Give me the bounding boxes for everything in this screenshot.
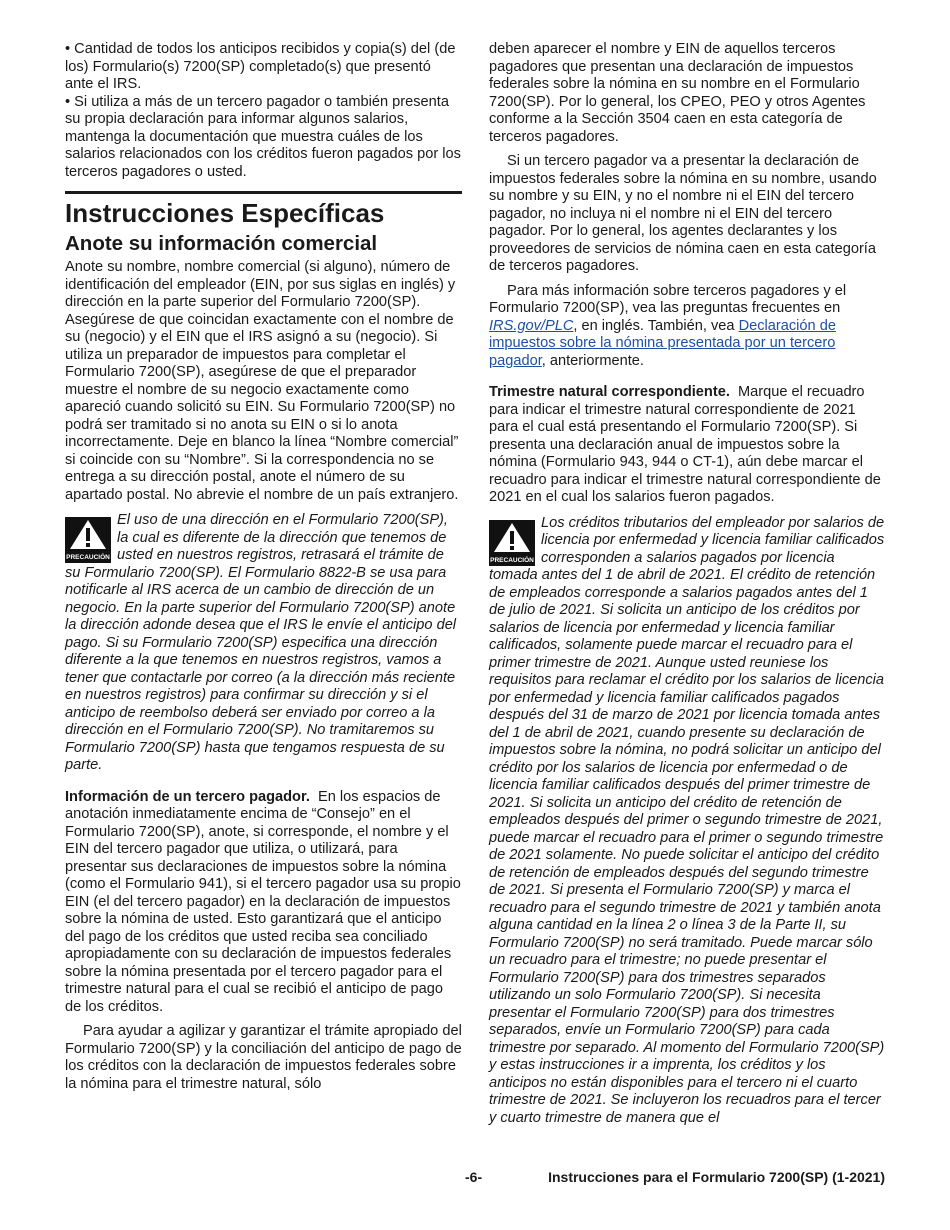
more-info-text-c: , anteriormente. <box>541 352 644 369</box>
caution-label: PRECAUCIÓN <box>66 554 110 561</box>
irs-plc-link[interactable]: IRS.gov/PLC <box>489 317 574 334</box>
caution-label: PRECAUCIÓN <box>490 556 534 564</box>
bullet-documentation: • Si utiliza a más de un tercero pagador o también presenta su propia declaración para informar algunos salarios, mantenga la documentación que muestra cuáles de los salarios relacionados con los créditos fueron pagados por los terceros pagadores o usted. <box>65 93 461 180</box>
left-column <box>65 41 462 1093</box>
caution-block-credits <box>489 515 886 1128</box>
form-title: Instrucciones para el Formulario 7200(SP) (1-2021) <box>548 1169 885 1185</box>
continued-paragraph: deben aparecer el nombre y EIN de aquellos terceros pagadores que presentan una declaración de impuestos federales sobre la nómina en su nombre en el Formulario 7200(SP). Por lo general, los CPEO, PEO y otros Agentes conforme a la Sección 3504 caen en esta categoría de terceros pagadores. <box>489 41 866 145</box>
caution-address-text: El uso de una dirección en el Formulario 7200(SP), la cual es diferente de la dirección que tenemos de usted en nuestros registros, retrasará el trámite de su Formulario 7200(SP). El Formulario 8822-B se usa para notificarle al IRS acerca de un cambio de dirección de un negocio. En la parte superior del Formulario 7200(SP) anote la dirección adonde desea que el IRS le envíe el anticipo del pago. Si su Formulario 7200(SP) especifica una dirección diferente a la que tenemos en nuestros registros, vamos a tener que contactarle por correo (a la dirección más reciente en nuestros registros) para confirmar su dirección y si el anticipo de reembolso deberá ser enviado por correo a la dirección en el Formulario 7200(SP). No tramitaremos su Formulario 7200(SP) hasta que tengamos respuesta de su parte. <box>65 512 457 773</box>
more-info-text-a: Para más información sobre terceros pagadores y el Formulario 7200(SP), vea las preguntas frecuentes en <box>489 282 847 316</box>
quarter-title: Trimestre natural correspondiente. <box>489 384 730 400</box>
more-info-paragraph <box>489 283 886 371</box>
help-paragraph: Para ayudar a agilizar y garantizar el trámite apropiado del Formulario 7200(SP) y la conciliación del anticipo de pago de los créditos con la declaración de impuestos federales sobre la nómina para el trimestre natural, sólo <box>65 1023 462 1092</box>
caution-credits-text: Los créditos tributarios del empleador por salarios de licencia por enfermedad y licencia familiar calificados corresponden a salarios pagados por licencia tomada antes del 1 de abril de 2021. El crédito de retención de empleados corresponde a salarios pagados antes del 1 de julio de 2021. Si solicita un anticipo de los créditos por salarios de licencia por enfermedad y licencia familiar calificados, solamente puede marcar el recuadro para el primer trimestre de 2021. Aunque usted reuniese los requisitos para reclamar el crédito por los salarios de licencia por enfermedad y licencia familiar calificados pagados después del 31 de marzo de 2021 por licencia tomada antes del 1 de abril de 2021, cuando presente su declaración de impuestos sobre la nómina, no podrá solicitar un anticipo del crédito por los salarios de licencia por enfermedad o de licencia familiar calificados después del primer trimestre de 2021. Si solicita un anticipo del crédito de retención de empleados después del primer o segundo trimestre de 2021, puede marcar el recuadro para el primer o segundo trimestre de 2021 solamente. No puede solicitar el anticipo del crédito de retención de empleados después del segundo trimestre de 2021. Si presenta el Formulario 7200(SP) y marca el recuadro para el segundo trimestre de 2021 y también anota alguna cantidad en la línea 2 o línea 3 de la Parte II, su Formulario 7200(SP) no será tramitado. Puede marcar sólo un recuadro para el trimestre; no puede presentar el Formulario 7200(SP) para dos trimestres separados utilizando un solo Formulario 7200(SP). Si necesita presentar el Formulario 7200(SP) para dos trimestres separados, envíe un Formulario 7200(SP) para cada trimestre por separado. Al momento del Formulario 7200(SP) y estas instrucciones ir a imprenta, los créditos y los anticipos no están disponibles para el tercero ni el cuarto trimestre de 2021. Se incluyeron los recuadros para el tercer y cuarto trimestre de manera que el <box>489 514 885 1126</box>
section-divider <box>65 191 462 194</box>
third-party-own-name-paragraph: Si un tercero pagador va a presentar la declaración de impuestos federales sobre la nómina en su nombre, usando su nombre y su EIN, y no el nombre ni el EIN del tercero pagador, no incluya ni el nombre ni el EIN del tercero pagador. Por lo general, los agentes declarantes y los proveedores de servicios de nómina caen en esta categoría de terceros pagadores. <box>489 153 877 274</box>
third-party-text: En los espacios de anotación inmediatamente encima de “Consejo” en el Formulario 7200(SP), anote, si corresponde, el nombre y el EIN del tercero pagador que utiliza, o utilizará, para presentar sus declaraciones de impuestos sobre la nómina (como el Formulario 941), si el tercero pagador usa su propio EIN (el del tercero pagador) en la declaración de impuestos sobre la nómina de usted. Esto garantizará que el anticipo del pago de los créditos que usted reciba sea conciliado apropiadamente con su declaración de impuestos federales sobre la nómina presentada por el tercero pagador para el trimestre natural para el cual se recibió el anticipo de pago de los créditos. <box>65 788 461 1015</box>
caution-icon <box>489 520 535 566</box>
third-party-return-link[interactable]: Declaración de impuestos sobre la nómina presentada por un tercero pagador <box>489 317 836 369</box>
third-party-title: Información de un tercero pagador. <box>65 788 310 805</box>
right-column <box>489 41 886 1127</box>
caution-icon <box>65 517 111 563</box>
page-number: -6- <box>465 1169 483 1185</box>
caution-block <box>65 512 462 775</box>
quarter-text: Marque el recuadro para indicar el trimestre natural correspondiente de 2021 para el cual está presentando el Formulario 7200(SP). Si presenta una declaración anual de impuestos sobre la nómina (Formulario 943, 944 o CT-1), aún debe marcar el recuadro para indicar el trimestre natural correspondiente de 2021 en el cual los salarios fueron pagados. <box>489 384 881 505</box>
third-party-paragraph <box>65 789 462 1017</box>
more-info-text-b: , en inglés. También, vea <box>573 317 735 334</box>
subsection-heading: Anote su información comercial <box>65 232 378 255</box>
section-heading: Instrucciones Específicas <box>65 198 385 228</box>
quarter-paragraph <box>489 384 886 507</box>
bullet-advances: • Cantidad de todos los anticipos recibidos y copia(s) del (de los) Formulario(s) 7200(SP) completado(s) que presentó ante el IRS. <box>65 41 456 92</box>
business-info-paragraph: Anote su nombre, nombre comercial (si alguno), número de identificación del empleador (EIN, por sus siglas en inglés) y dirección en la parte superior del Formulario 7200(SP). Asegúrese de que coincidan exactamente con el nombre de su (negocio) y el EIN que el IRS asignó a su (negocio). Si utiliza un preparador de impuestos para completar el Formulario 7200(SP), asegúrese de que el preparador muestre el nombre de su negocio exactamente como apareció cuando solicitó su EIN. Su Formulario 7200(SP) no podrá ser tramitado si no anota su EIN o si lo anota incorrectamente. Deje en blanco la línea “Nombre comercial” si coincide con su “Nombre”. Si la correspondencia no se entrega a su dirección postal, anote el número de su apartado postal. No abrevie el nombre de un país extranjero. <box>65 259 459 503</box>
